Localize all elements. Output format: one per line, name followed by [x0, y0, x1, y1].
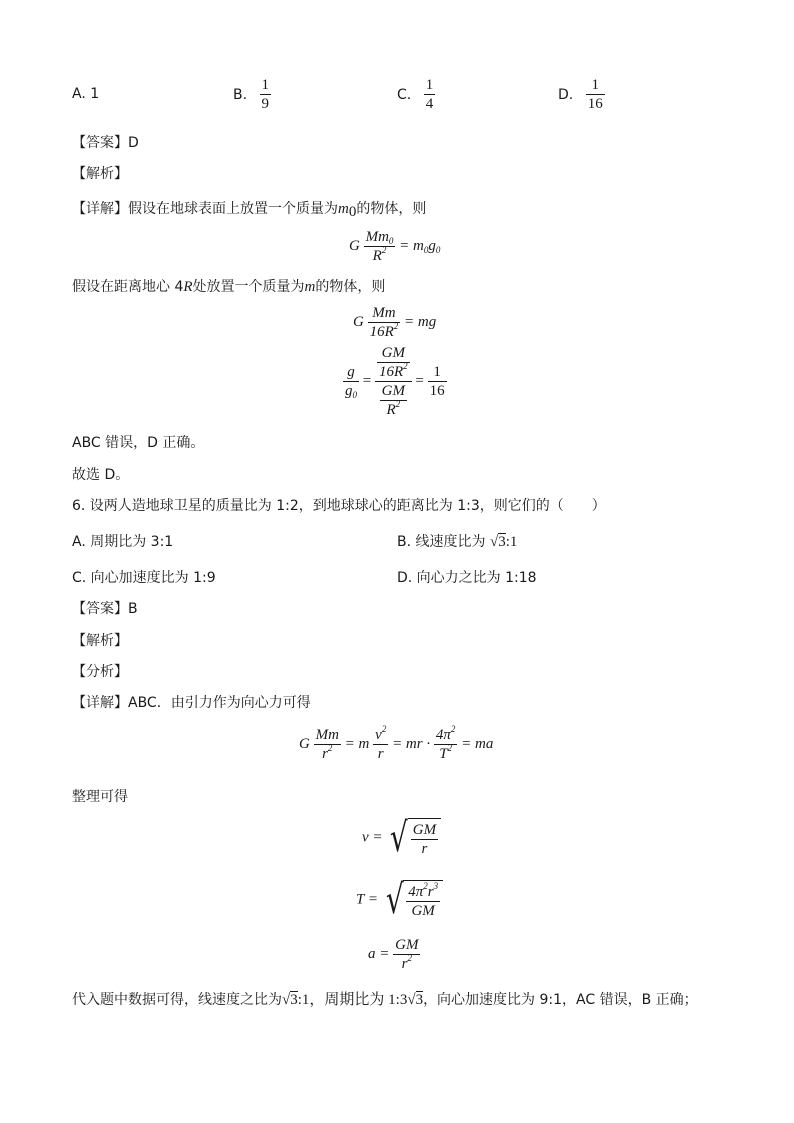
option-c: C. $\frac{1}{4}$ [397, 77, 434, 112]
option-b: B. $\frac{1}{9}$ [233, 77, 270, 112]
equation-period: T = √ $\frac{4\pi^2r^3}{GM}$ [356, 880, 443, 920]
q6-fenxi-heading: 【分析】 [72, 664, 128, 680]
q6-option-c: C. 向心加速度比为 1:9 [72, 570, 216, 586]
option-d: D. $\frac{1}{16}$ [558, 77, 603, 112]
q6-option-b: B. 线速度比为 √3:1 [397, 534, 518, 550]
q6-final-line: 代入题中数据可得，线速度之比为√3:1，周期比为 1:3√3，向心加速度比为 9:1，AC 错误，B 正确； [72, 992, 698, 1008]
q6-option-d: D. 向心力之比为 1:18 [397, 570, 537, 586]
equation-velocity: v = √ $\frac{GM}{r}$ [362, 818, 441, 858]
equation-gravity-ratio: $\frac{g}{g_0}$ = $\frac{\frac{GM}{16R^2}}{\frac{GM}{R^2}}$ = $\frac{1}{16}$ [345, 345, 445, 418]
q5-answer: 【答案】D [72, 135, 139, 151]
option-a: A. 1 [72, 86, 100, 102]
equation-surface-gravity: G $\frac{Mm_0}{R^2}$ = $m_0g_0$ [349, 229, 441, 264]
q6-option-a: A. 周期比为 3:1 [72, 534, 174, 550]
q5-choice: 故选 D。 [72, 467, 130, 483]
equation-acceleration: a = $\frac{GM}{r^2}$ [368, 937, 419, 972]
q5-detail-line2: 假设在距离地心 4R处放置一个质量为m的物体，则 [72, 279, 386, 295]
q6-analysis-heading: 【解析】 [72, 633, 128, 649]
q6-detail: 【详解】ABC．由引力作为向心力可得 [72, 695, 311, 711]
q6-answer: 【答案】B [72, 601, 138, 617]
q5-conclusion: ABC 错误，D 正确。 [72, 435, 205, 451]
q5-analysis-heading: 【解析】 [72, 166, 128, 182]
q6-stem: 6. 设两人造地球卫星的质量比为 1:2，到地球球心的距离比为 1:3，则它们的（ ） [72, 498, 606, 514]
equation-far-gravity: G $\frac{Mm}{16R^2}$ = mg [353, 305, 437, 340]
q5-detail-line1: 【详解】假设在地球表面上放置一个质量为$m_0$的物体，则 [72, 201, 427, 220]
q6-tidy: 整理可得 [72, 789, 128, 805]
equation-centripetal: G $\frac{Mm}{r^2}$ = m $\frac{v^2}{r}$ = mr · $\frac{4\pi^2}{T^2}$ = ma [299, 724, 494, 762]
